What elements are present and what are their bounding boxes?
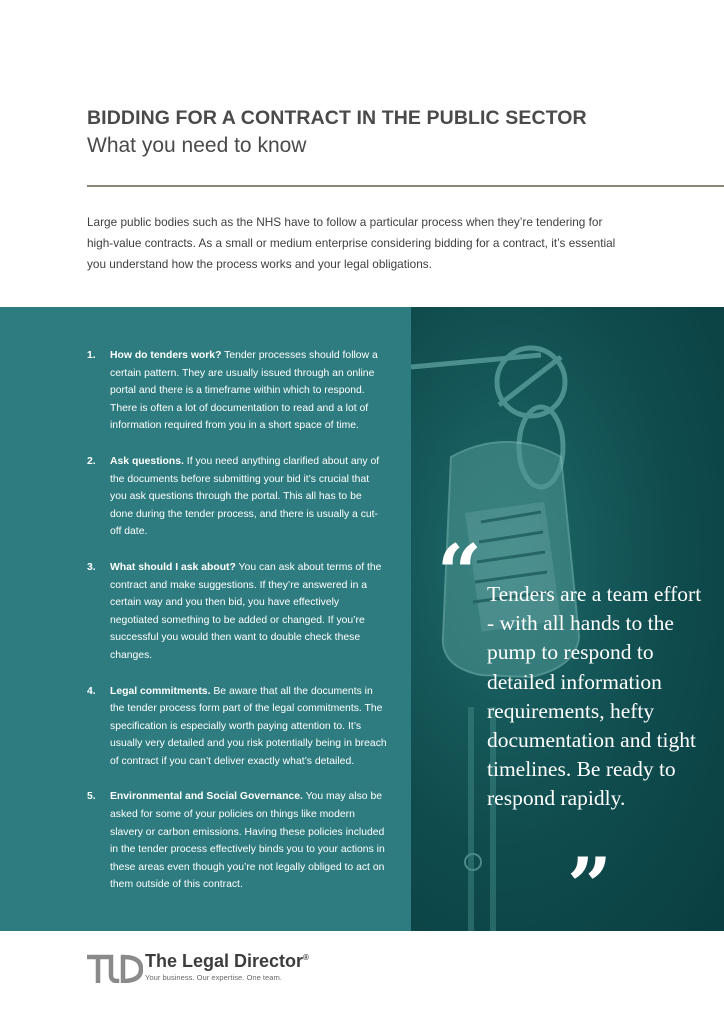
item-lead: What should I ask about? [110, 561, 236, 573]
brand-name: The Legal Director® [145, 951, 309, 971]
item-lead: Ask questions. [110, 455, 184, 467]
tld-logo [87, 953, 143, 988]
list-item [87, 559, 387, 665]
item-number: 3. [87, 561, 96, 573]
item-lead: Environmental and Social Governance. [110, 791, 303, 803]
item-number: 1. [87, 350, 96, 361]
item-number: 2. [87, 455, 96, 467]
brand-tagline: Your business. Our expertise. One team. [145, 973, 282, 982]
divider-rule [87, 185, 724, 187]
item-text: You can ask about terms of the contract and make suggestions. If they’re answered in a certain way and you then bid, you have effectively negotiated something to be added or changed. If you’re successful you would then want to double check these changes. [110, 561, 382, 661]
intro-paragraph: Large public bodies such as the NHS have to follow a particular process when they’re tendering for high-value contracts. As a small or medium enterprise considering bidding for a contract, it’s essential you understand how the process works and your legal obligations. [87, 215, 616, 271]
item-number: 5. [87, 791, 96, 803]
item-number: 4. [87, 685, 96, 697]
item-text: Tender processes should follow a certain pattern. They are usually issued through an online portal and there is a timeframe within which to respond. There is often a lot of documentation to read and a lot of information required from you in a short space of time. [110, 350, 378, 432]
list-item [87, 683, 387, 771]
close-quote-mark: ” [567, 841, 612, 932]
item-lead: Legal commitments. [110, 685, 211, 697]
page-title: BIDDING FOR A CONTRACT IN THE PUBLIC SECTOR [87, 107, 587, 129]
list-item [87, 347, 387, 435]
page-subtitle: What you need to know [87, 134, 307, 157]
item-text: If you need anything clarified about any of the documents before submitting your bid it’s crucial that you ask questions through the portal. This all has to be done during the tender process, and there is usually a cut-off date. [110, 455, 380, 538]
tld-logo-icon [87, 953, 143, 983]
tender-tips-list [87, 347, 387, 912]
list-item [87, 453, 387, 541]
list-item [87, 788, 387, 894]
pull-quote: Tenders are a team effort - with all hands to the pump to respond to detailed information requirements, hefty documentation and tight timelines. Be ready to respond rapidly. [487, 582, 702, 811]
item-text: Be aware that all the documents in the tender process form part of the legal commitments. The specification is especially worth paying attention to. It’s usually very detailed and you risk potentially being in breach of contract if you can’t deliver exactly what’s detailed. [110, 685, 387, 767]
item-text: You may also be asked for some of your policies on things like modern slavery or carbon emissions. Having these policies included in the tender process effectively binds you to your actions in these areas even though you’re not legally obliged to act on them outside of this contract. [110, 791, 385, 891]
registered-mark: ® [303, 953, 309, 962]
open-quote-mark: “ [437, 528, 482, 619]
item-lead: How do tenders work? [110, 350, 222, 361]
